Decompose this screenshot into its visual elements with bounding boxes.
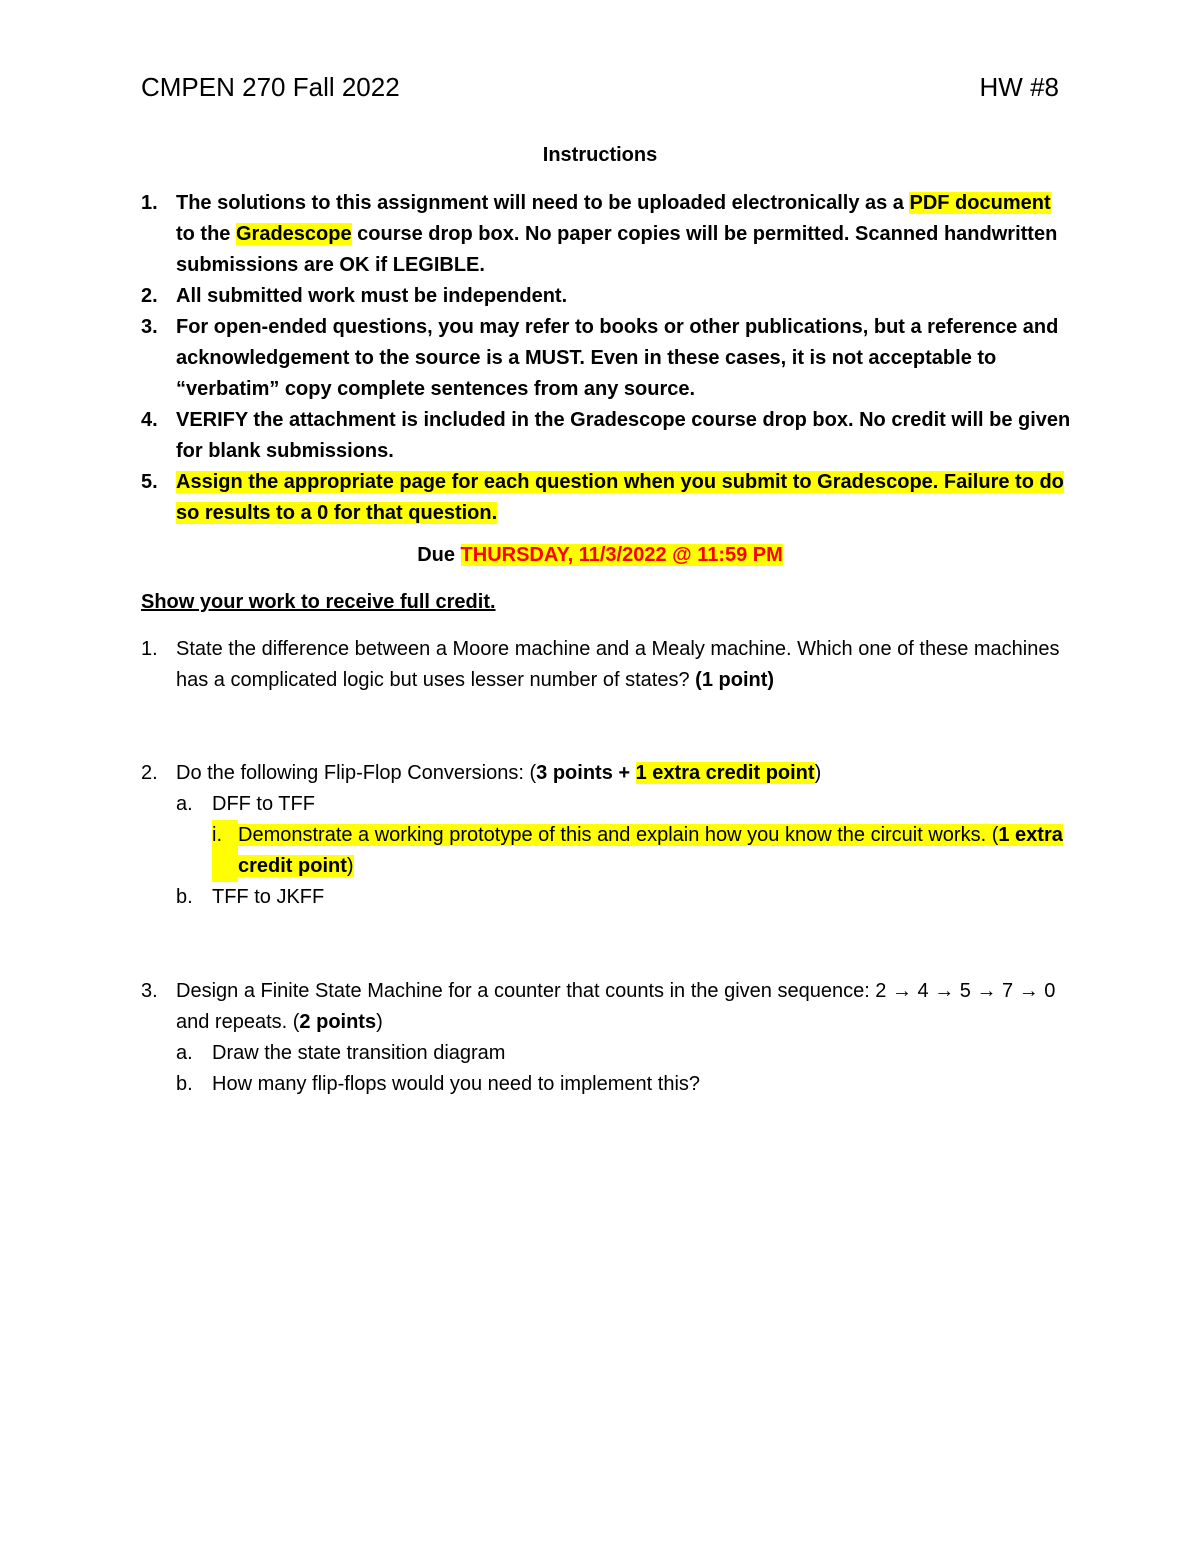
instruction-item: 4. VERIFY the attachment is included in the Gradescope course drop box. No credit will be given for blank submissions. xyxy=(141,409,1071,462)
highlight-pdf: PDF document xyxy=(909,192,1051,214)
highlight-assign-page: Assign the appropriate page for each question when you submit to Gradescope. Failure to do so results to a 0 for that question. xyxy=(176,471,1064,524)
show-work-note: Show your work to receive full credit. xyxy=(141,591,496,613)
instruction-item: 5. Assign the appropriate page for each question when you submit to Gradescope. Failure to do so results to a 0 for that question. xyxy=(141,471,1064,524)
question-3a: a. Draw the state transition diagram xyxy=(176,1042,506,1064)
instruction-item: 3. For open-ended questions, you may refer to books or other publications, but a reference and acknowledgement to the source is a MUST. Even in these cases, it is not acceptable to “verbatim” copy complete sentences from any source. xyxy=(141,316,1059,400)
question-2a-i: i. Demonstrate a working prototype of this and explain how you know the circuit works. (1 extra credit point) xyxy=(212,820,1071,882)
highlight-gradescope: Gradescope xyxy=(236,223,352,245)
question-3b: b. How many flip-flops would you need to implement this? xyxy=(176,1073,701,1095)
question-2b: b. TFF to JKFF xyxy=(176,886,325,908)
due-date: THURSDAY, 11/3/2022 @ 11:59 PM xyxy=(460,544,783,566)
due-line: Due THURSDAY, 11/3/2022 @ 11:59 PM xyxy=(417,544,783,566)
instruction-item: 2. All submitted work must be independent. xyxy=(141,285,568,307)
question-3-points: 2 points xyxy=(299,1011,377,1033)
course-title: CMPEN 270 Fall 2022 xyxy=(141,72,400,102)
document-header xyxy=(141,72,1059,103)
homework-number: HW #8 xyxy=(979,72,1059,102)
instructions-title: Instructions xyxy=(542,144,658,166)
question-3: 3. Design a Finite State Machine for a counter that counts in the given sequence: 2 → 4 → 5 → 7 → 0 and repeats. (2 points) a. Draw the state transition diagram b. How many flip-flops would you need to implement this? xyxy=(141,976,1071,1100)
question-1: 1. State the difference between a Moore machine and a Mealy machine. Which one of these machines has a complicated logic but uses lesser number of states? (1 point) xyxy=(141,638,1060,691)
extra-credit-highlight: 1 extra credit point xyxy=(635,762,815,784)
question-2a: a. DFF to TFF xyxy=(176,793,315,815)
question-2: 2. Do the following Flip-Flop Conversions: (3 points + 1 extra credit point) a. DFF to TFF i. Demonstrate a working prototype of this and explain how you know the circuit works. (1 extra credit point) b. TFF to JKFF xyxy=(141,758,1071,913)
question-1-points: (1 point) xyxy=(695,669,775,691)
instruction-item: 1. The solutions to this assignment will need to be uploaded electronically as a PDF document to the Gradescope course drop box. No paper copies will be permitted. Scanned handwritten submissions are OK if LEGIBLE. xyxy=(141,192,1058,276)
instructions-list xyxy=(141,188,1071,529)
